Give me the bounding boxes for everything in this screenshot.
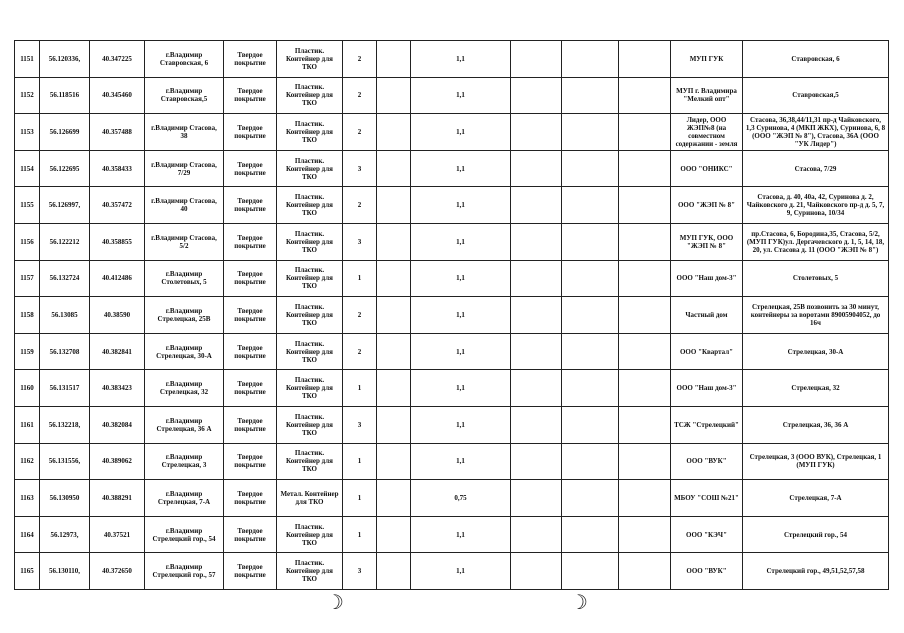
container-type: Пластик. Контейнер для ТКО: [277, 150, 343, 187]
table-row: [15, 443, 889, 480]
address: г.Владимир Столетовых, 5: [145, 260, 224, 297]
served-addresses: Стрелецкая, 36, 36 А: [743, 406, 889, 443]
row-number: 1163: [15, 480, 40, 517]
container-type: Пластик. Контейнер для ТКО: [277, 516, 343, 553]
container-type: Пластик. Контейнер для ТКО: [277, 187, 343, 224]
table-row: [15, 150, 889, 187]
empty-cell: [377, 553, 411, 590]
container-type: Пластик. Контейнер для ТКО: [277, 553, 343, 590]
container-type: Пластик. Контейнер для ТКО: [277, 333, 343, 370]
container-volume: 0,75: [411, 480, 511, 517]
address: г.Владимир Стасова, 38: [145, 114, 224, 151]
container-volume: 1,1: [411, 260, 511, 297]
latitude: 56.132218,: [40, 406, 90, 443]
register-table: [14, 40, 889, 590]
empty-cell: [619, 41, 671, 78]
container-volume: 1,1: [411, 187, 511, 224]
longitude: 40.382084: [90, 406, 145, 443]
container-volume: 1,1: [411, 406, 511, 443]
container-volume: 1,1: [411, 553, 511, 590]
empty-cell: [619, 370, 671, 407]
table-row: [15, 77, 889, 114]
owner: ООО "КЭЧ": [671, 516, 743, 553]
empty-cell: [511, 480, 562, 517]
container-count: 2: [343, 187, 377, 224]
owner: ООО "ВУК": [671, 443, 743, 480]
empty-cell: [562, 187, 619, 224]
empty-cell: [511, 333, 562, 370]
empty-cell: [511, 150, 562, 187]
empty-cell: [619, 150, 671, 187]
longitude: 40.372650: [90, 553, 145, 590]
latitude: 56.122695: [40, 150, 90, 187]
empty-cell: [511, 516, 562, 553]
served-addresses: Стрелецкий гор., 54: [743, 516, 889, 553]
container-count: 1: [343, 516, 377, 553]
longitude: 40.358433: [90, 150, 145, 187]
empty-cell: [619, 406, 671, 443]
address: г.Владимир Стасова, 7/29: [145, 150, 224, 187]
owner: Частный дом: [671, 297, 743, 334]
latitude: 56.120336,: [40, 41, 90, 78]
latitude: 56.131517: [40, 370, 90, 407]
container-volume: 1,1: [411, 516, 511, 553]
address: г.Владимир Ставровская,5: [145, 77, 224, 114]
empty-cell: [377, 370, 411, 407]
container-volume: 1,1: [411, 223, 511, 260]
table-row: [15, 333, 889, 370]
latitude: 56.126997,: [40, 187, 90, 224]
surface-type: Твердое покрытие: [224, 114, 277, 151]
empty-cell: [377, 333, 411, 370]
container-type: Пластик. Контейнер для ТКО: [277, 77, 343, 114]
table-row: [15, 260, 889, 297]
container-count: 3: [343, 223, 377, 260]
container-volume: 1,1: [411, 77, 511, 114]
empty-cell: [562, 443, 619, 480]
empty-cell: [619, 553, 671, 590]
address: г.Владимир Стрелецкий гор., 57: [145, 553, 224, 590]
empty-cell: [619, 114, 671, 151]
latitude: 56.118516: [40, 77, 90, 114]
container-type: Пластик. Контейнер для ТКО: [277, 297, 343, 334]
table-row: [15, 223, 889, 260]
empty-cell: [377, 150, 411, 187]
container-volume: 1,1: [411, 41, 511, 78]
empty-cell: [511, 223, 562, 260]
owner: Лидер, ООО ЖЭП№8 (на совместном содержании - земля: [671, 114, 743, 151]
empty-cell: [377, 297, 411, 334]
served-addresses: Стрелецкая, 3 (ООО ВУК), Стрелецкая, 1 (МУП ГУК): [743, 443, 889, 480]
address: г.Владимир Стрелецкая, 36 А: [145, 406, 224, 443]
owner: ТСЖ "Стрелецкий": [671, 406, 743, 443]
address: г.Владимир Стрелецкая, 25В: [145, 297, 224, 334]
latitude: 56.132708: [40, 333, 90, 370]
empty-cell: [511, 260, 562, 297]
surface-type: Твердое покрытие: [224, 370, 277, 407]
container-type: Пластик. Контейнер для ТКО: [277, 223, 343, 260]
container-volume: 1,1: [411, 333, 511, 370]
served-addresses: Стасова, 36,38,44/11,31 пр-д Чайковского, 1,3 Суринова, 4 (МКП ЖКХ), Суринова, 6, 8 (ООО "ЖЭП № 8"), Стасова, 36А (ООО "УК Лидер"): [743, 114, 889, 151]
address: г.Владимир Стрелецкая, 30-А: [145, 333, 224, 370]
longitude: 40.389062: [90, 443, 145, 480]
surface-type: Твердое покрытие: [224, 443, 277, 480]
empty-cell: [377, 480, 411, 517]
empty-cell: [511, 370, 562, 407]
row-number: 1162: [15, 443, 40, 480]
empty-cell: [619, 443, 671, 480]
container-type: Пластик. Контейнер для ТКО: [277, 41, 343, 78]
latitude: 56.132724: [40, 260, 90, 297]
table-row: [15, 553, 889, 590]
container-count: 2: [343, 41, 377, 78]
table-row: [15, 41, 889, 78]
row-number: 1156: [15, 223, 40, 260]
empty-cell: [619, 187, 671, 224]
container-count: 1: [343, 260, 377, 297]
container-type: Пластик. Контейнер для ТКО: [277, 114, 343, 151]
container-volume: 1,1: [411, 443, 511, 480]
served-addresses: Стрелецкий гор., 49,51,52,57,58: [743, 553, 889, 590]
row-number: 1151: [15, 41, 40, 78]
owner: МУП ГУК: [671, 41, 743, 78]
surface-type: Твердое покрытие: [224, 553, 277, 590]
empty-cell: [377, 77, 411, 114]
served-addresses: Стрелецкая, 32: [743, 370, 889, 407]
table-row: [15, 406, 889, 443]
page-mark-left: ☽: [326, 592, 344, 614]
empty-cell: [562, 114, 619, 151]
empty-cell: [562, 77, 619, 114]
longitude: 40.357488: [90, 114, 145, 151]
page-mark-right: ☽: [570, 592, 588, 614]
row-number: 1158: [15, 297, 40, 334]
empty-cell: [511, 187, 562, 224]
surface-type: Твердое покрытие: [224, 77, 277, 114]
empty-cell: [619, 516, 671, 553]
address: г.Владимир Стрелецкая, 7-А: [145, 480, 224, 517]
empty-cell: [562, 260, 619, 297]
empty-cell: [377, 41, 411, 78]
container-type: Пластик. Контейнер для ТКО: [277, 370, 343, 407]
row-number: 1155: [15, 187, 40, 224]
empty-cell: [511, 41, 562, 78]
longitude: 40.382841: [90, 333, 145, 370]
surface-type: Твердое покрытие: [224, 41, 277, 78]
address: г.Владимир Стрелецкая, 32: [145, 370, 224, 407]
empty-cell: [562, 41, 619, 78]
container-type: Метал. Контейнер для ТКО: [277, 480, 343, 517]
longitude: 40.38590: [90, 297, 145, 334]
latitude: 56.126699: [40, 114, 90, 151]
container-count: 3: [343, 150, 377, 187]
owner: ООО "ОНИКС": [671, 150, 743, 187]
container-count: 1: [343, 480, 377, 517]
row-number: 1164: [15, 516, 40, 553]
table-row: [15, 114, 889, 151]
owner: ООО "ВУК": [671, 553, 743, 590]
container-count: 3: [343, 406, 377, 443]
row-number: 1154: [15, 150, 40, 187]
latitude: 56.122212: [40, 223, 90, 260]
surface-type: Твердое покрытие: [224, 406, 277, 443]
empty-cell: [562, 553, 619, 590]
served-addresses: Стрелецкая, 25В позвонить за 30 минут, контейнеры за воротами 89005904052, до 16ч: [743, 297, 889, 334]
table-row: [15, 370, 889, 407]
latitude: 56.130110,: [40, 553, 90, 590]
owner: МБОУ "СОШ №21": [671, 480, 743, 517]
empty-cell: [377, 223, 411, 260]
latitude: 56.13085: [40, 297, 90, 334]
table-row: [15, 187, 889, 224]
row-number: 1153: [15, 114, 40, 151]
served-addresses: пр.Стасова, 6, Бородина,35, Стасова, 5/2, (МУП ГУК)ул. Дергачевского д. 1, 5, 14, 18, 20, ул. Стасова д. 11 (ООО "ЖЭП № 8"): [743, 223, 889, 260]
empty-cell: [619, 333, 671, 370]
row-number: 1152: [15, 77, 40, 114]
served-addresses: Стасова, 7/29: [743, 150, 889, 187]
empty-cell: [377, 516, 411, 553]
surface-type: Твердое покрытие: [224, 516, 277, 553]
surface-type: Твердое покрытие: [224, 260, 277, 297]
latitude: 56.131556,: [40, 443, 90, 480]
empty-cell: [562, 480, 619, 517]
served-addresses: Столетовых, 5: [743, 260, 889, 297]
table-body: [15, 41, 889, 590]
empty-cell: [562, 370, 619, 407]
container-volume: 1,1: [411, 370, 511, 407]
served-addresses: Стасова, д. 40, 40а, 42, Суринова д. 2, Чайковского д. 21, Чайковского пр-д д. 5, 7, 9, Суринова, 10/34: [743, 187, 889, 224]
longitude: 40.347225: [90, 41, 145, 78]
owner: ООО "ЖЭП № 8": [671, 187, 743, 224]
empty-cell: [619, 77, 671, 114]
container-count: 2: [343, 297, 377, 334]
empty-cell: [562, 406, 619, 443]
empty-cell: [511, 114, 562, 151]
table-row: [15, 480, 889, 517]
surface-type: Твердое покрытие: [224, 297, 277, 334]
latitude: 56.12973,: [40, 516, 90, 553]
empty-cell: [377, 406, 411, 443]
served-addresses: Ставровская, 6: [743, 41, 889, 78]
empty-cell: [562, 297, 619, 334]
container-count: 1: [343, 370, 377, 407]
empty-cell: [619, 223, 671, 260]
empty-cell: [619, 297, 671, 334]
address: г.Владимир Стрелецкая, 3: [145, 443, 224, 480]
latitude: 56.130950: [40, 480, 90, 517]
row-number: 1159: [15, 333, 40, 370]
empty-cell: [511, 443, 562, 480]
row-number: 1160: [15, 370, 40, 407]
empty-cell: [511, 297, 562, 334]
empty-cell: [562, 516, 619, 553]
owner: ООО "Наш дом-3": [671, 370, 743, 407]
owner: ООО "Квартал": [671, 333, 743, 370]
surface-type: Твердое покрытие: [224, 480, 277, 517]
empty-cell: [511, 553, 562, 590]
row-number: 1161: [15, 406, 40, 443]
surface-type: Твердое покрытие: [224, 150, 277, 187]
empty-cell: [562, 223, 619, 260]
longitude: 40.412486: [90, 260, 145, 297]
empty-cell: [377, 114, 411, 151]
address: г.Владимир Стрелецкий гор., 54: [145, 516, 224, 553]
container-type: Пластик. Контейнер для ТКО: [277, 406, 343, 443]
surface-type: Твердое покрытие: [224, 223, 277, 260]
empty-cell: [377, 443, 411, 480]
empty-cell: [619, 260, 671, 297]
longitude: 40.345460: [90, 77, 145, 114]
table-row: [15, 516, 889, 553]
longitude: 40.383423: [90, 370, 145, 407]
owner: МУП ГУК, ООО "ЖЭП № 8": [671, 223, 743, 260]
container-volume: 1,1: [411, 297, 511, 334]
empty-cell: [377, 260, 411, 297]
address: г.Владимир Стасова, 5/2: [145, 223, 224, 260]
address: г.Владимир Ставровская, 6: [145, 41, 224, 78]
container-volume: 1,1: [411, 114, 511, 151]
served-addresses: Ставровская,5: [743, 77, 889, 114]
surface-type: Твердое покрытие: [224, 333, 277, 370]
empty-cell: [377, 187, 411, 224]
container-count: 1: [343, 443, 377, 480]
owner: ООО "Наш дом-3": [671, 260, 743, 297]
address: г.Владимир Стасова, 40: [145, 187, 224, 224]
container-count: 3: [343, 553, 377, 590]
container-count: 2: [343, 333, 377, 370]
row-number: 1165: [15, 553, 40, 590]
longitude: 40.37521: [90, 516, 145, 553]
empty-cell: [619, 480, 671, 517]
empty-cell: [511, 77, 562, 114]
container-type: Пластик. Контейнер для ТКО: [277, 260, 343, 297]
served-addresses: Стрелецкая, 7-А: [743, 480, 889, 517]
longitude: 40.388291: [90, 480, 145, 517]
owner: МУП г. Владимира "Мелкий опт": [671, 77, 743, 114]
empty-cell: [562, 333, 619, 370]
container-volume: 1,1: [411, 150, 511, 187]
surface-type: Твердое покрытие: [224, 187, 277, 224]
longitude: 40.358855: [90, 223, 145, 260]
table-row: [15, 297, 889, 334]
row-number: 1157: [15, 260, 40, 297]
container-count: 2: [343, 114, 377, 151]
longitude: 40.357472: [90, 187, 145, 224]
empty-cell: [511, 406, 562, 443]
container-type: Пластик. Контейнер для ТКО: [277, 443, 343, 480]
served-addresses: Стрелецкая, 30-А: [743, 333, 889, 370]
container-count: 2: [343, 77, 377, 114]
empty-cell: [562, 150, 619, 187]
